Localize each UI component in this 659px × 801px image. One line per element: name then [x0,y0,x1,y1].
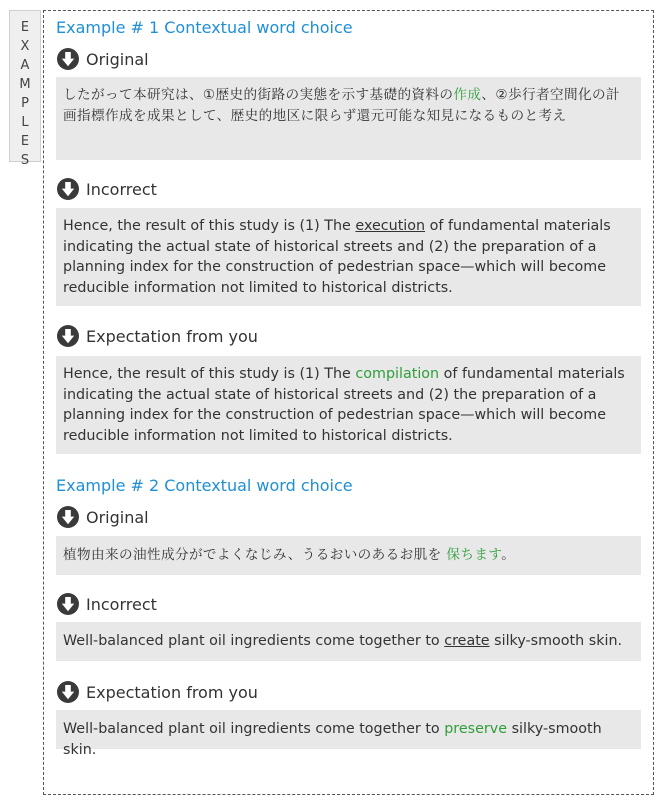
example-2-incorrect-box [56,622,641,661]
side-tab-letter: E [20,134,30,149]
incorrect-text: Well-balanced plant oil ingredients come together to [63,633,445,649]
down-arrow-circle-icon [56,592,80,616]
example-1-title: Example # 1 Contextual word choice [56,18,353,37]
down-arrow-circle-icon [56,680,80,704]
side-tab-letter: M [19,77,31,92]
incorrect-text: Hence, the result of this study is (1) The [63,218,356,234]
example-2-original-label [56,505,149,529]
example-1-expected-box [56,356,641,454]
down-arrow-circle-icon [56,47,80,71]
side-tab-letter: S [20,153,30,168]
side-tab-letter: E [20,20,30,35]
example-1-incorrect-box [56,208,641,306]
original-text: 植物由来の油性成分がでよくなじみ、うるおいのあるお肌を [63,547,447,563]
side-tab-letter: X [20,39,30,54]
expected-text: Hence, the result of this study is (1) The [63,366,356,382]
example-1-expected-label [56,324,258,348]
highlighted-word: preserve [444,721,508,737]
side-tab-letter: P [21,96,29,111]
underlined-word: execution [355,218,426,234]
highlighted-word: 保ちます [446,547,502,563]
side-tab-letter: A [20,58,30,73]
expected-text-continued: silky-smooth skin. [63,721,602,758]
down-arrow-circle-icon [56,505,80,529]
example-2-expected-box [56,710,641,758]
incorrect-text-continued: silky-smooth skin. [489,633,623,649]
label-text: Expectation from you [86,326,258,346]
original-text-continued: 。 [501,547,516,563]
label-text: Expectation from you [86,682,258,702]
down-arrow-circle-icon [56,177,80,201]
label-text: Incorrect [86,179,157,199]
original-text: したがって本研究は、①歴史的街路の実態を示す基礎的資料の [63,87,454,103]
original-text-continued: 、②歩行者空間化の計画指標作成を成果として、歴史的地区に限らず還元可能な知見になるものと考え [63,87,620,124]
example-1-incorrect-label [56,177,157,201]
label-text: Original [86,507,149,527]
example-2-title: Example # 2 Contextual word choice [56,476,353,495]
example-1-original-box [56,77,641,160]
label-text: Incorrect [86,594,157,614]
expected-text: Well-balanced plant oil ingredients come together to [63,721,445,737]
highlighted-word: compilation [355,366,440,382]
label-text: Original [86,49,149,69]
example-2-expected-label [56,680,258,704]
down-arrow-circle-icon [56,324,80,348]
incorrect-text-continued: of fundamental materials indicating the actual state of historical streets and (2) the preparation of a planning index for the construction of pedestrian space—which will become reducible information not limited to historical districts. [63,218,611,296]
expected-text-continued: of fundamental materials indicating the actual state of historical streets and (2) the preparation of a planning index for the construction of pedestrian space—which will become reducible information not limited to historical districts. [63,366,625,444]
examples-side-tab [9,10,41,168]
example-2-incorrect-label [56,592,157,616]
example-1-original-label [56,47,149,71]
underlined-word: create [444,633,490,649]
example-2-original-box [56,536,641,575]
side-tab-letter: L [21,115,29,130]
highlighted-word: 作成 [453,87,482,103]
